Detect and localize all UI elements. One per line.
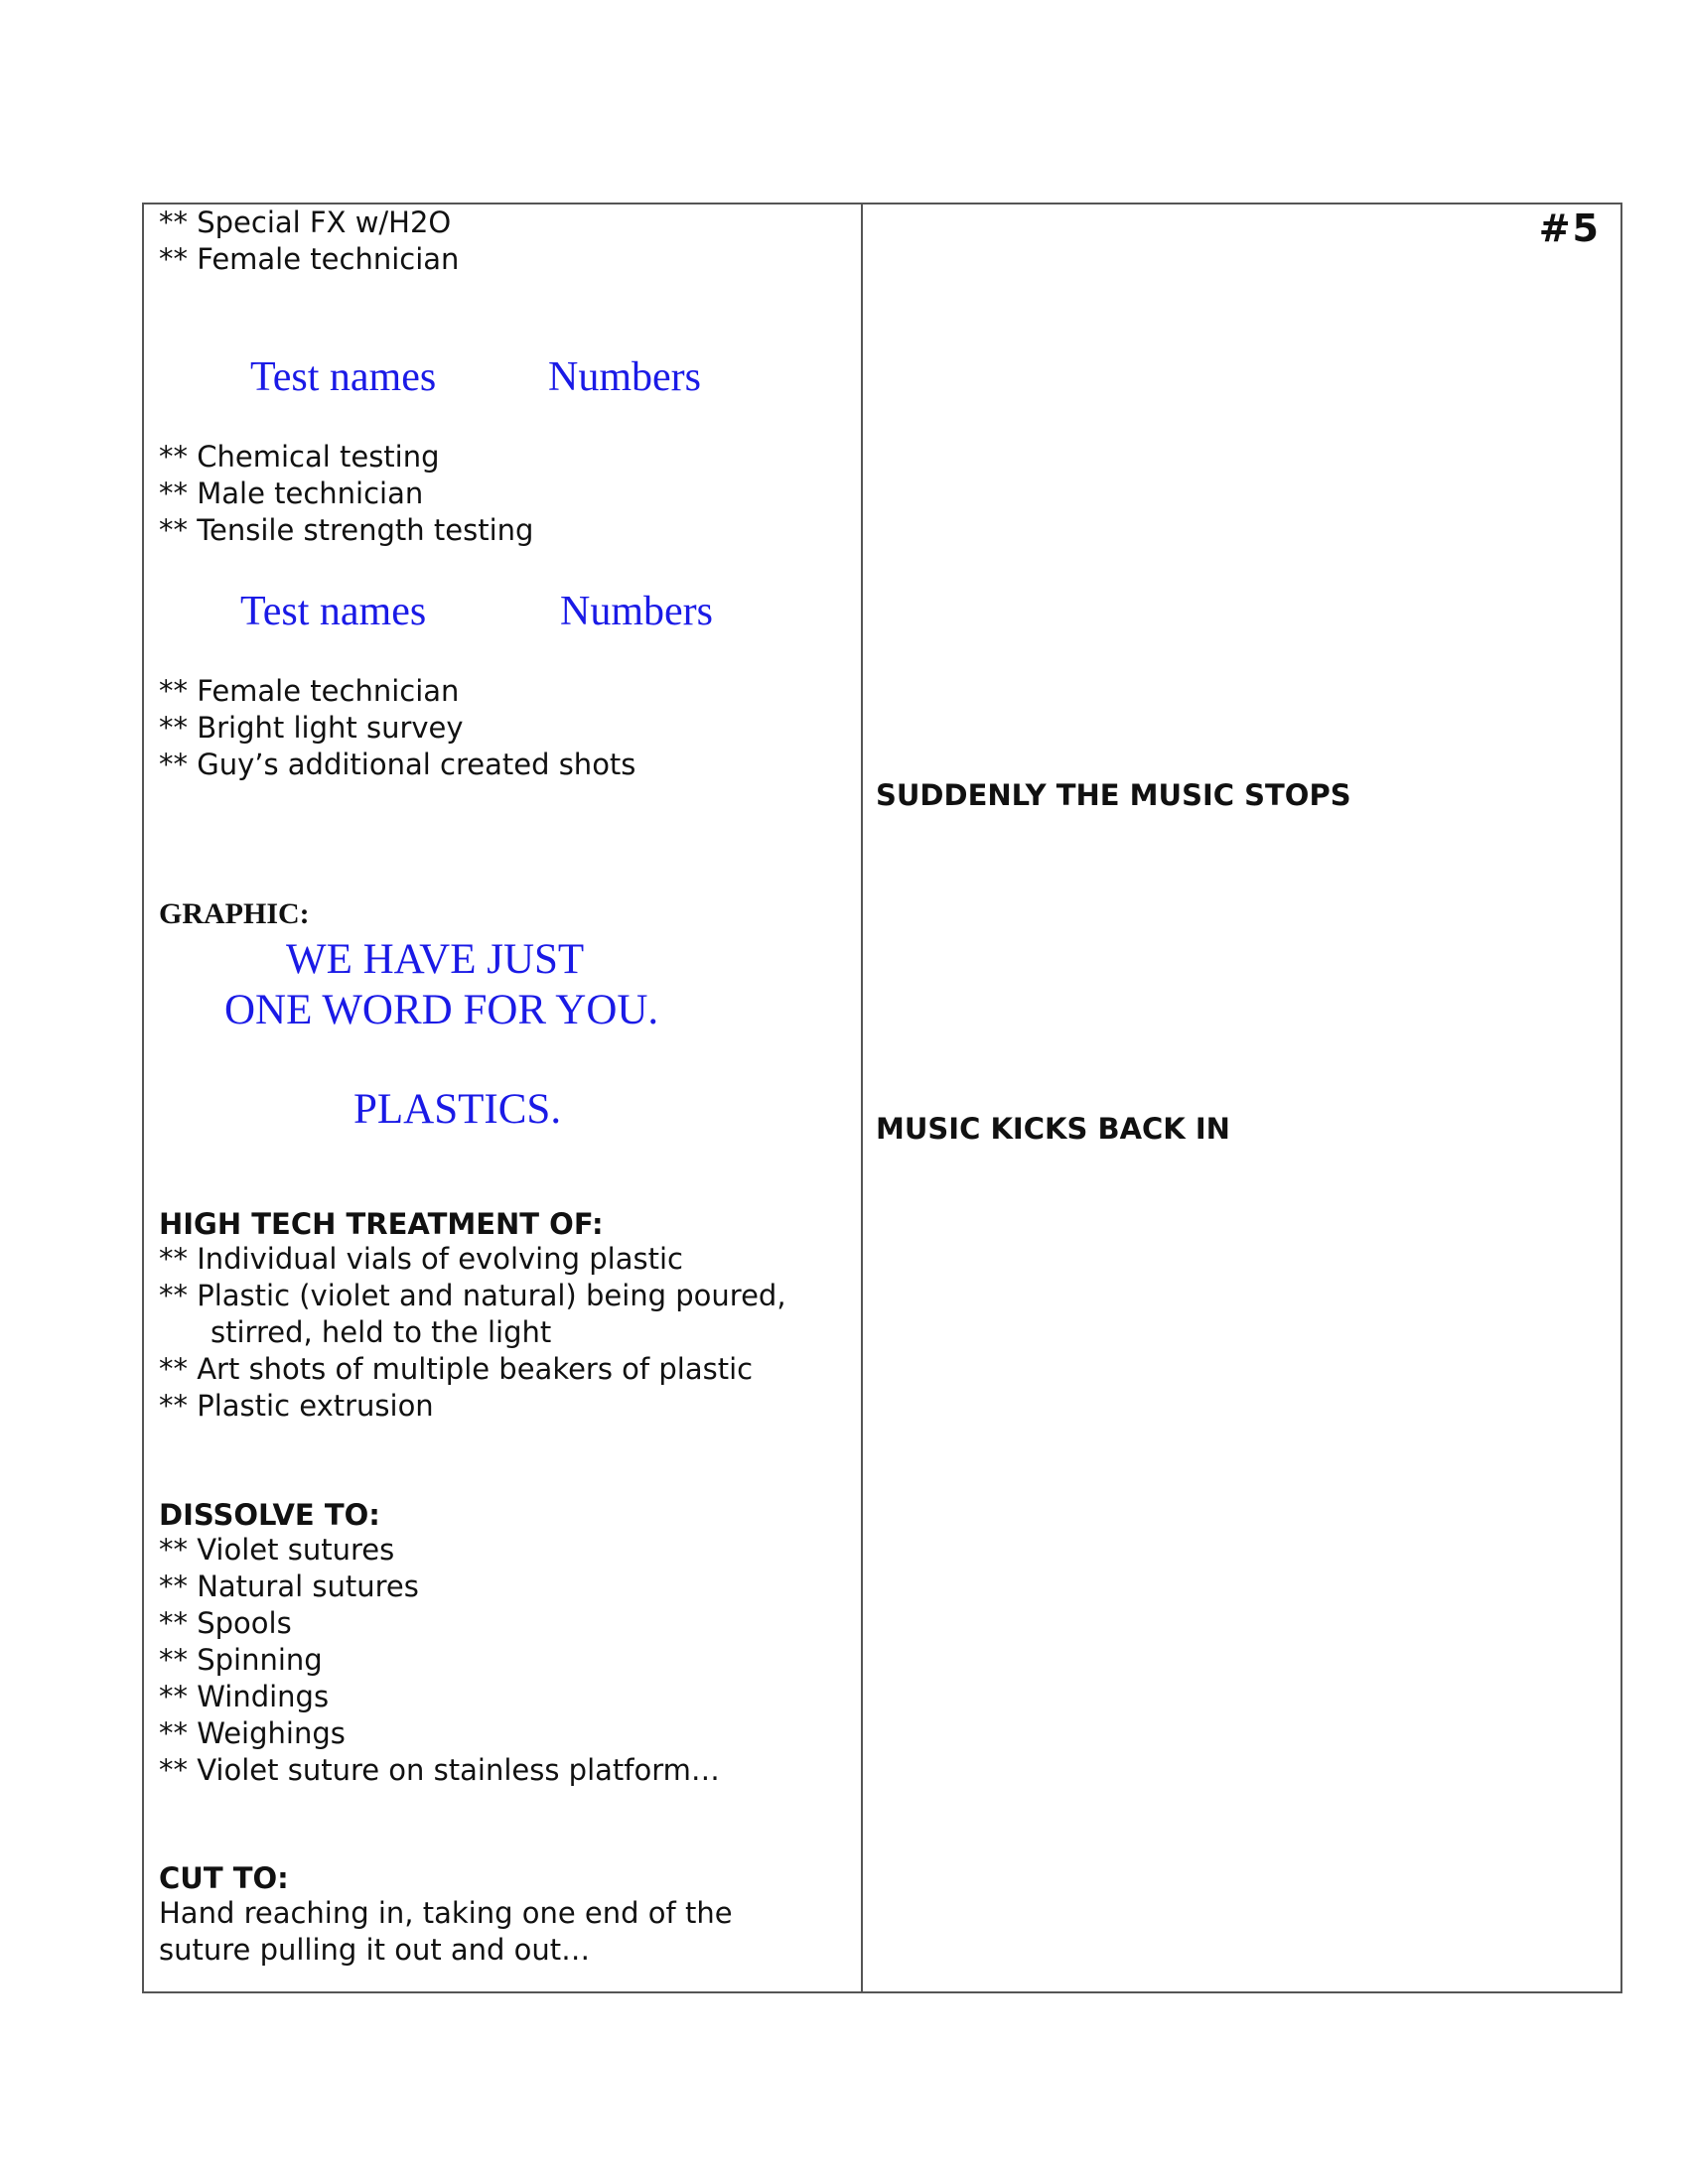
list-item: ** Tensile strength testing	[159, 513, 534, 547]
page-number: #5	[1538, 206, 1601, 250]
list-item: ** Female technician	[159, 242, 460, 276]
script-table	[142, 203, 1622, 1993]
cut-description	[159, 1895, 733, 1969]
column-divider	[861, 205, 863, 1991]
list-item: ** Spinning	[159, 1643, 323, 1677]
shot-list-2	[159, 439, 533, 549]
dissolve-list	[159, 1532, 720, 1789]
list-item: ** Individual vials of evolving plastic	[159, 1242, 683, 1276]
list-item: ** Weighings	[159, 1716, 346, 1750]
overlay-test-names: Test names	[240, 589, 427, 634]
list-item: ** Windings	[159, 1680, 330, 1713]
list-item: ** Male technician	[159, 477, 424, 510]
list-item: ** Female technician	[159, 674, 460, 708]
graphic-line: ONE WORD FOR YOU.	[224, 987, 659, 1033]
list-item: ** Guy’s additional created shots	[159, 748, 636, 781]
audio-column	[876, 205, 1620, 1991]
list-item: suture pulling it out and out…	[159, 1933, 591, 1967]
list-item: ** Spools	[159, 1606, 292, 1640]
list-item: ** Natural sutures	[159, 1570, 419, 1603]
list-item: ** Violet sutures	[159, 1533, 395, 1567]
audio-cue: SUDDENLY THE MUSIC STOPS	[876, 778, 1351, 812]
list-item: ** Bright light survey	[159, 711, 464, 745]
list-item: ** Special FX w/H2O	[159, 205, 452, 239]
treatment-list	[159, 1241, 786, 1425]
graphic-line: PLASTICS.	[353, 1086, 562, 1133]
shot-list-1	[159, 205, 459, 278]
list-item: Hand reaching in, taking one end of the	[159, 1896, 733, 1930]
graphic-line: WE HAVE JUST	[286, 936, 585, 983]
treatment-heading: HIGH TECH TREATMENT OF:	[159, 1207, 604, 1241]
list-item: ** Violet suture on stainless platform…	[159, 1753, 720, 1787]
list-item: ** Plastic extrusion	[159, 1389, 434, 1423]
cut-heading: CUT TO:	[159, 1861, 289, 1895]
list-item: ** Chemical testing	[159, 440, 440, 474]
audio-cue: MUSIC KICKS BACK IN	[876, 1112, 1230, 1146]
list-item: ** Art shots of multiple beakers of plastic	[159, 1352, 754, 1386]
graphic-heading: GRAPHIC:	[159, 897, 310, 930]
shot-list-3	[159, 673, 635, 783]
dissolve-heading: DISSOLVE TO:	[159, 1498, 380, 1532]
overlay-numbers: Numbers	[548, 354, 701, 400]
list-item: ** Plastic (violet and natural) being poured,	[159, 1279, 786, 1312]
video-column	[159, 205, 854, 1991]
list-item: stirred, held to the light	[211, 1315, 552, 1349]
overlay-test-names: Test names	[250, 354, 437, 400]
overlay-numbers: Numbers	[560, 589, 713, 634]
